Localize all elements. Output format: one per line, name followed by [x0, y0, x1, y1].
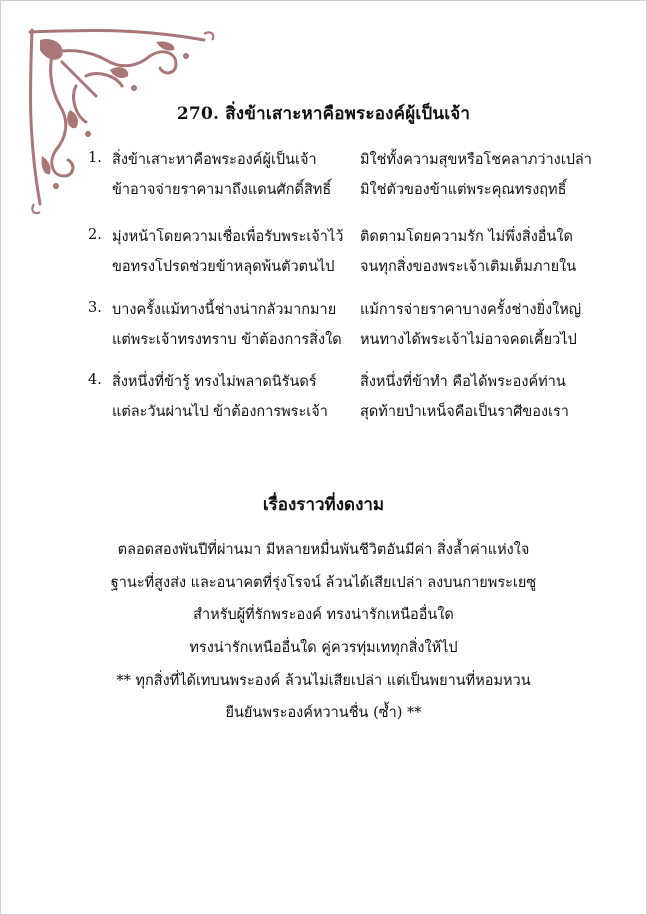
verse-1 [0, 150, 647, 212]
verse-line: บางครั้งแม้ทางนี้ช่างน่ากลัวมากมาย [112, 302, 337, 318]
verse-line: แม้การจ่ายราคาบางครั้งช่างยิ่งใหญ่ [360, 302, 582, 318]
verse-line: หนทางได้พระเจ้าไม่อาจคดเคี้ยวไป [360, 332, 577, 348]
verse-line: จนทุกสิ่งของพระเจ้าเติมเต็มภายใน [360, 259, 577, 275]
story-title: เรื่องราวที่งดงาม [262, 495, 385, 515]
verse-number: 4. [88, 372, 102, 388]
verse-line: มุ่งหน้าโดยความเชื่อเพื่อรับพระเจ้าไว้ [112, 229, 344, 245]
verse-line: ขอทรงโปรดช่วยข้าหลุดพ้นตัวตนไป [112, 259, 335, 275]
verse-line: ติดตามโดยความรัก ไม่พึ่งสิ่งอื่นใด [360, 229, 573, 245]
verse-line: มิใช่ตัวของข้าแต่พระคุณทรงฤทธิ์ [360, 182, 567, 198]
story-line: ** ทุกสิ่งที่ได้เทบนพระองค์ ล้วนไม่เสียเปล่า แต่เป็นพยานที่หอมหวน [116, 673, 531, 689]
verse-4 [0, 372, 647, 434]
verse-line: สิ่งหนึ่งที่ข้ารู้ ทรงไม่พลาดนิรันดร์ [112, 374, 317, 390]
story-line: ยืนยันพระองค์หวานชื่น (ซ้ำ) ** [225, 705, 422, 721]
verse-line: สุดท้ายบำเหน็จคือเป็นราศีของเรา [360, 404, 569, 420]
song-title: 270. สิ่งข้าเสาะหาคือพระองค์ผู้เป็นเจ้า [176, 104, 471, 124]
verse-number: 3. [88, 300, 102, 316]
verse-line: ข้าอาจจ่ายราคามาถึงแดนศักดิ์สิทธิ์ [112, 182, 332, 198]
verse-2 [0, 227, 647, 289]
verse-3 [0, 300, 647, 362]
verse-line: มิใช่ทั้งความสุขหรือโชคลาภว่างเปล่า [360, 152, 592, 168]
verse-line: แต่ละวันผ่านไป ข้าต้องการพระเจ้า [112, 404, 328, 420]
story-line: สำหรับผู้ที่รักพระองค์ ทรงน่ารักเหนืออื่นใด [193, 607, 454, 623]
verse-line: สิ่งหนึ่งที่ข้าทำ คือได้พระองค์ท่าน [360, 374, 566, 390]
verse-line: สิ่งข้าเสาะหาคือพระองค์ผู้เป็นเจ้า [112, 152, 317, 168]
verse-number: 2. [88, 227, 102, 243]
verse-number: 1. [88, 150, 102, 166]
verse-line: แต่พระเจ้าทรงทราบ ข้าต้องการสิ่งใด [112, 332, 342, 348]
story-line: ทรงน่ารักเหนืออื่นใด คู่ควรทุ่มเททุกสิ่งให้ไป [189, 640, 458, 656]
story-line: ฐานะที่สูงส่ง และอนาคตที่รุ่งโรจน์ ล้วนได้เสียเปล่า ลงบนกายพระเยซู [110, 575, 537, 591]
story-line: ตลอดสองพันปีที่ผ่านมา มีหลายหมื่นพันชีวิตอันมีค่า สิ่งล้ำค่าแห่งใจ [117, 542, 530, 558]
